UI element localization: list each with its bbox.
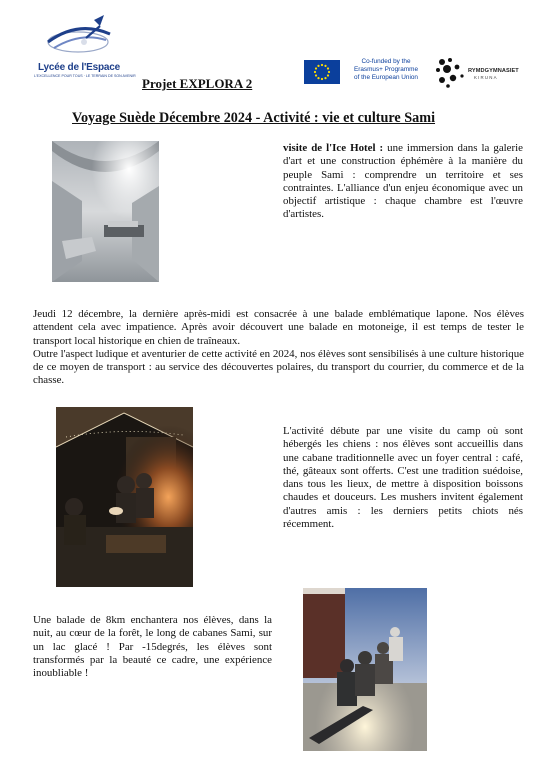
eu-logo-line: Co-funded by the: [361, 58, 411, 65]
cabin-photo: [56, 407, 193, 587]
camp-paragraph: L'activité débute par une visite du camp où sont hébergés les chiens : nos élèves sont accueillis dans une cabane traditionnelle avec un foyer central : café, thé, gâteaux sont offerts. C'est une tradition suédoise, dans tous les lieux, de mettre à disposition boissons chaudes et douceurs. Les mushers invitent également d'autres amis : les derniers petits chiots nés récemment.: [283, 425, 523, 531]
school-logo-tagline: L'EXCELLENCE POUR TOUS · LE TERRAIN DE SON AVENIR: [34, 74, 136, 78]
partner-logo-sub: KIRUNA: [474, 75, 498, 80]
partner-logo-dots-icon: [434, 56, 468, 90]
dog-sled-photo: [303, 588, 427, 751]
page-title: Voyage Suède Décembre 2024 - Activité : vie et culture Sami: [72, 110, 436, 126]
project-title: Projet EXPLORA 2: [142, 76, 253, 91]
eu-flag-icon: [304, 60, 340, 84]
partner-logo-name: RYMDGYMNASIET: [468, 68, 519, 74]
ice-hotel-paragraph: [283, 142, 523, 222]
partner-logo: [434, 56, 519, 90]
ice-hotel-text: une immersion dans la galerie d'art et une construction éphémère à la manière du peuple Sami : comprendre un territoire et ses contraintes. L'alliance d'un enjeu économique avec un objectif artistique : chaque chambre est l'œuvre d'artistes.: [283, 142, 523, 221]
dog-sled-text-1: Jeudi 12 décembre, la dernière après-midi est consacrée à une balade emblématique lapone. Nos élèves attendent cela avec impatience. Après avoir découvert une balade en motoneige, il est temps de tester le transport local historique en chien de traîneaux.: [33, 308, 524, 347]
dog-sled-text-2: Outre l'aspect ludique et aventurier de cette activité en 2024, nos élèves sont sensibilisés à une culture historique de ce moyen de transport : au service des découvertes polaires, du transport du courrier, du commerce et de la chasse.: [33, 347, 524, 387]
school-logo-name: Lycée de l'Espace: [38, 62, 120, 73]
ride-paragraph: Une balade de 8km enchantera nos élèves, dans la nuit, au cœur de la forêt, le long de cabanes Sami, sur un lac glacé ! Par -15degrés, les élèves sont transformés par la beauté ce cadre, une expérience inoubliable !: [33, 614, 272, 680]
eu-logo-line: of the European Union: [354, 74, 418, 81]
ice-hotel-photo: [52, 141, 159, 282]
eu-erasmus-logo: [304, 58, 426, 88]
eu-logo-text: [344, 58, 428, 82]
eu-logo-line: Erasmus+ Programme: [353, 66, 419, 73]
school-logo: [34, 12, 136, 84]
school-logo-emblem: [34, 12, 124, 62]
ice-hotel-heading: visite de l'Ice Hotel :: [283, 142, 384, 154]
dog-sled-paragraph: [33, 308, 524, 388]
